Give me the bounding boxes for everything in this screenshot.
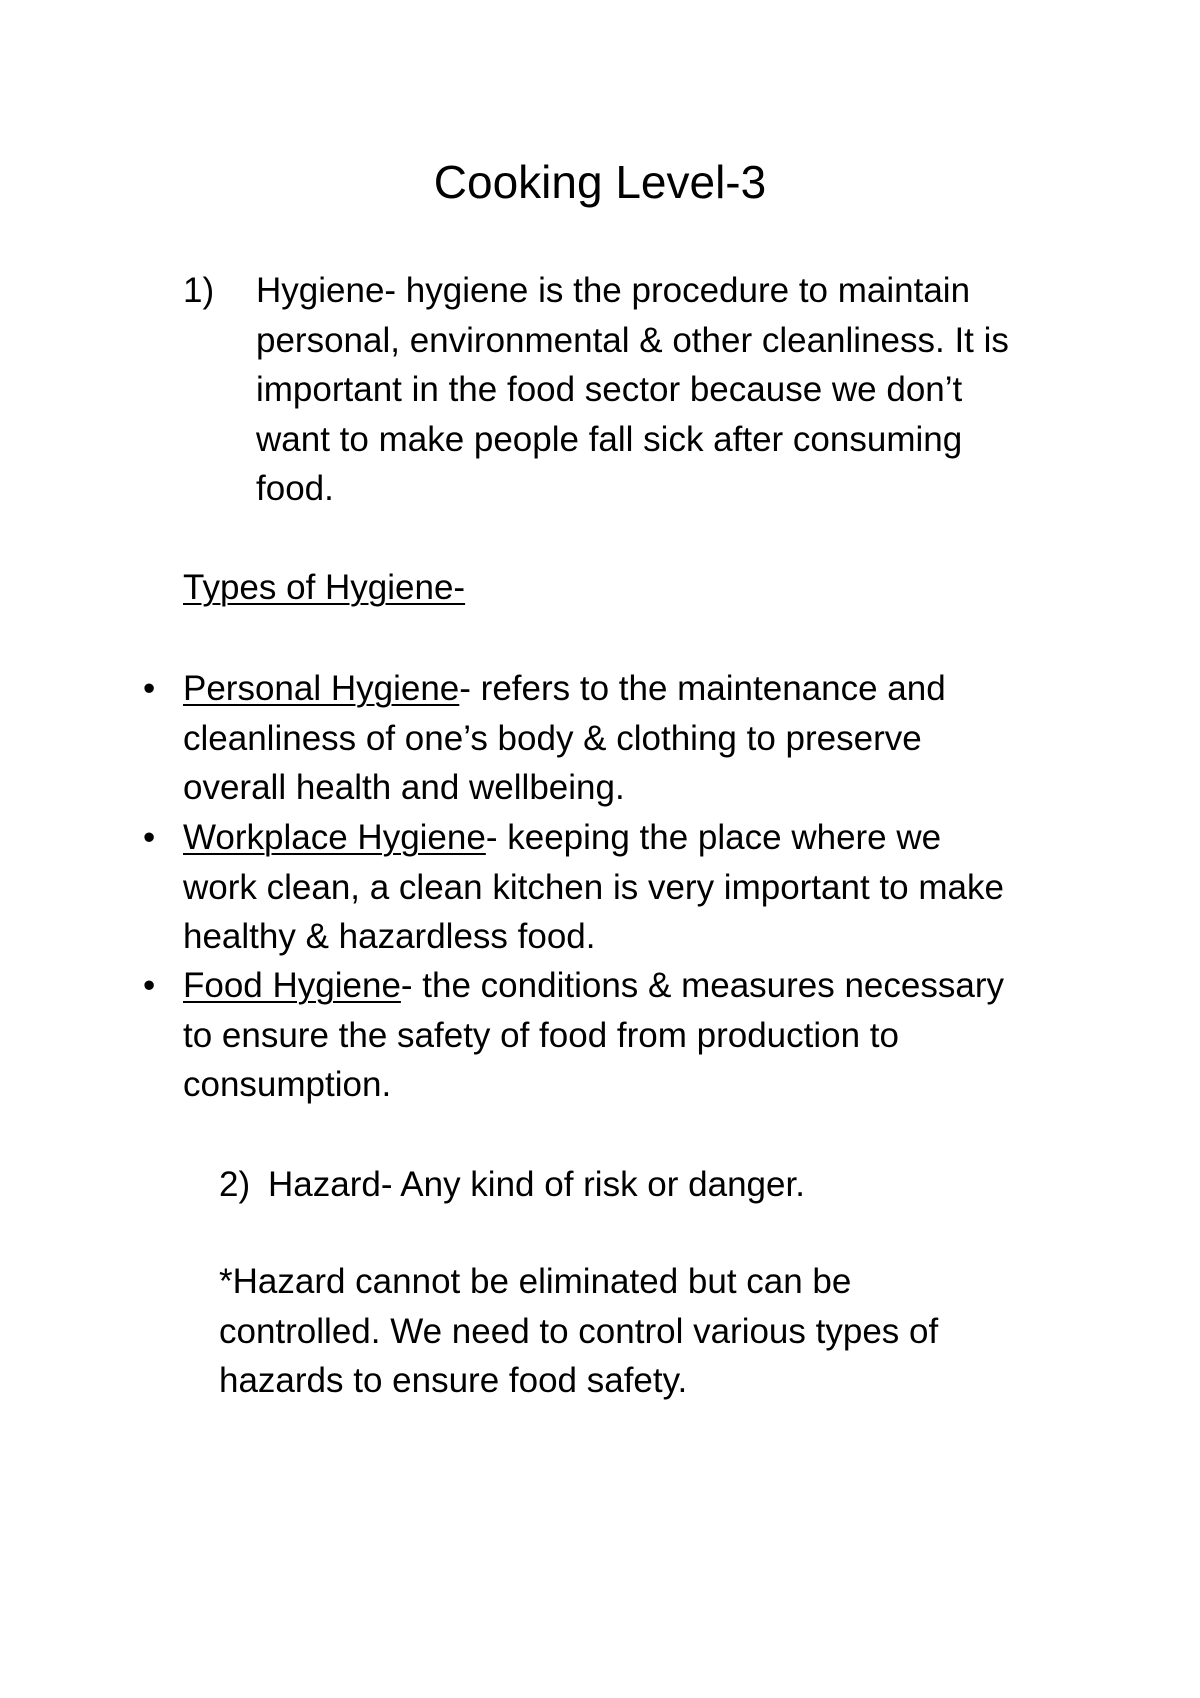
bullet-line: to ensure the safety of food from production to	[183, 1015, 899, 1055]
types-of-hygiene-heading: Types of Hygiene-	[183, 568, 466, 607]
section-1-text	[256, 266, 1009, 514]
note-line: hazards to ensure food safety.	[219, 1361, 688, 1400]
bullet-line: overall health and wellbeing.	[183, 768, 625, 807]
bullet-term: Food Hygiene	[183, 966, 401, 1005]
bullet-icon: •	[143, 669, 156, 708]
bullet-food-hygiene	[183, 961, 1083, 1110]
hazard-note	[219, 1257, 938, 1406]
bullet-line: consumption.	[183, 1065, 392, 1104]
bullet-workplace-hygiene	[183, 813, 1083, 962]
note-line: *Hazard cannot be eliminated but can be	[219, 1262, 852, 1301]
section-2-text: Hazard- Any kind of risk or danger.	[268, 1165, 805, 1204]
bullet-icon: •	[143, 818, 156, 857]
bullet-text-first: - the conditions & measures necessary	[400, 966, 1004, 1005]
section-1-line: personal, environmental & other cleanliness. It is	[256, 320, 1009, 360]
section-1-line: Hygiene- hygiene is the procedure to maintain	[256, 271, 971, 310]
section-1-line: want to make people fall sick after consuming	[256, 419, 963, 459]
page-title: Cooking Level-3	[433, 156, 767, 208]
bullet-line: work clean, a clean kitchen is very important to make	[183, 867, 1004, 907]
section-2-number: 2)	[219, 1165, 251, 1204]
bullet-term: Workplace Hygiene	[183, 818, 486, 857]
bullet-icon: •	[143, 966, 156, 1005]
section-1-line: food.	[256, 469, 334, 508]
bullet-term: Personal Hygiene	[183, 669, 460, 708]
note-line: controlled. We need to control various types of	[219, 1311, 939, 1351]
section-1-line: important in the food sector because we don’t	[256, 370, 963, 409]
section-1-number: 1)	[183, 271, 215, 310]
bullet-text-first: - keeping the place where we	[485, 818, 942, 857]
bullet-text-first: - refers to the maintenance and	[459, 669, 946, 708]
bullet-personal-hygiene	[183, 664, 1083, 813]
bullet-line: cleanliness of one’s body & clothing to preserve	[183, 718, 922, 758]
bullet-line: healthy & hazardless food.	[183, 917, 596, 956]
